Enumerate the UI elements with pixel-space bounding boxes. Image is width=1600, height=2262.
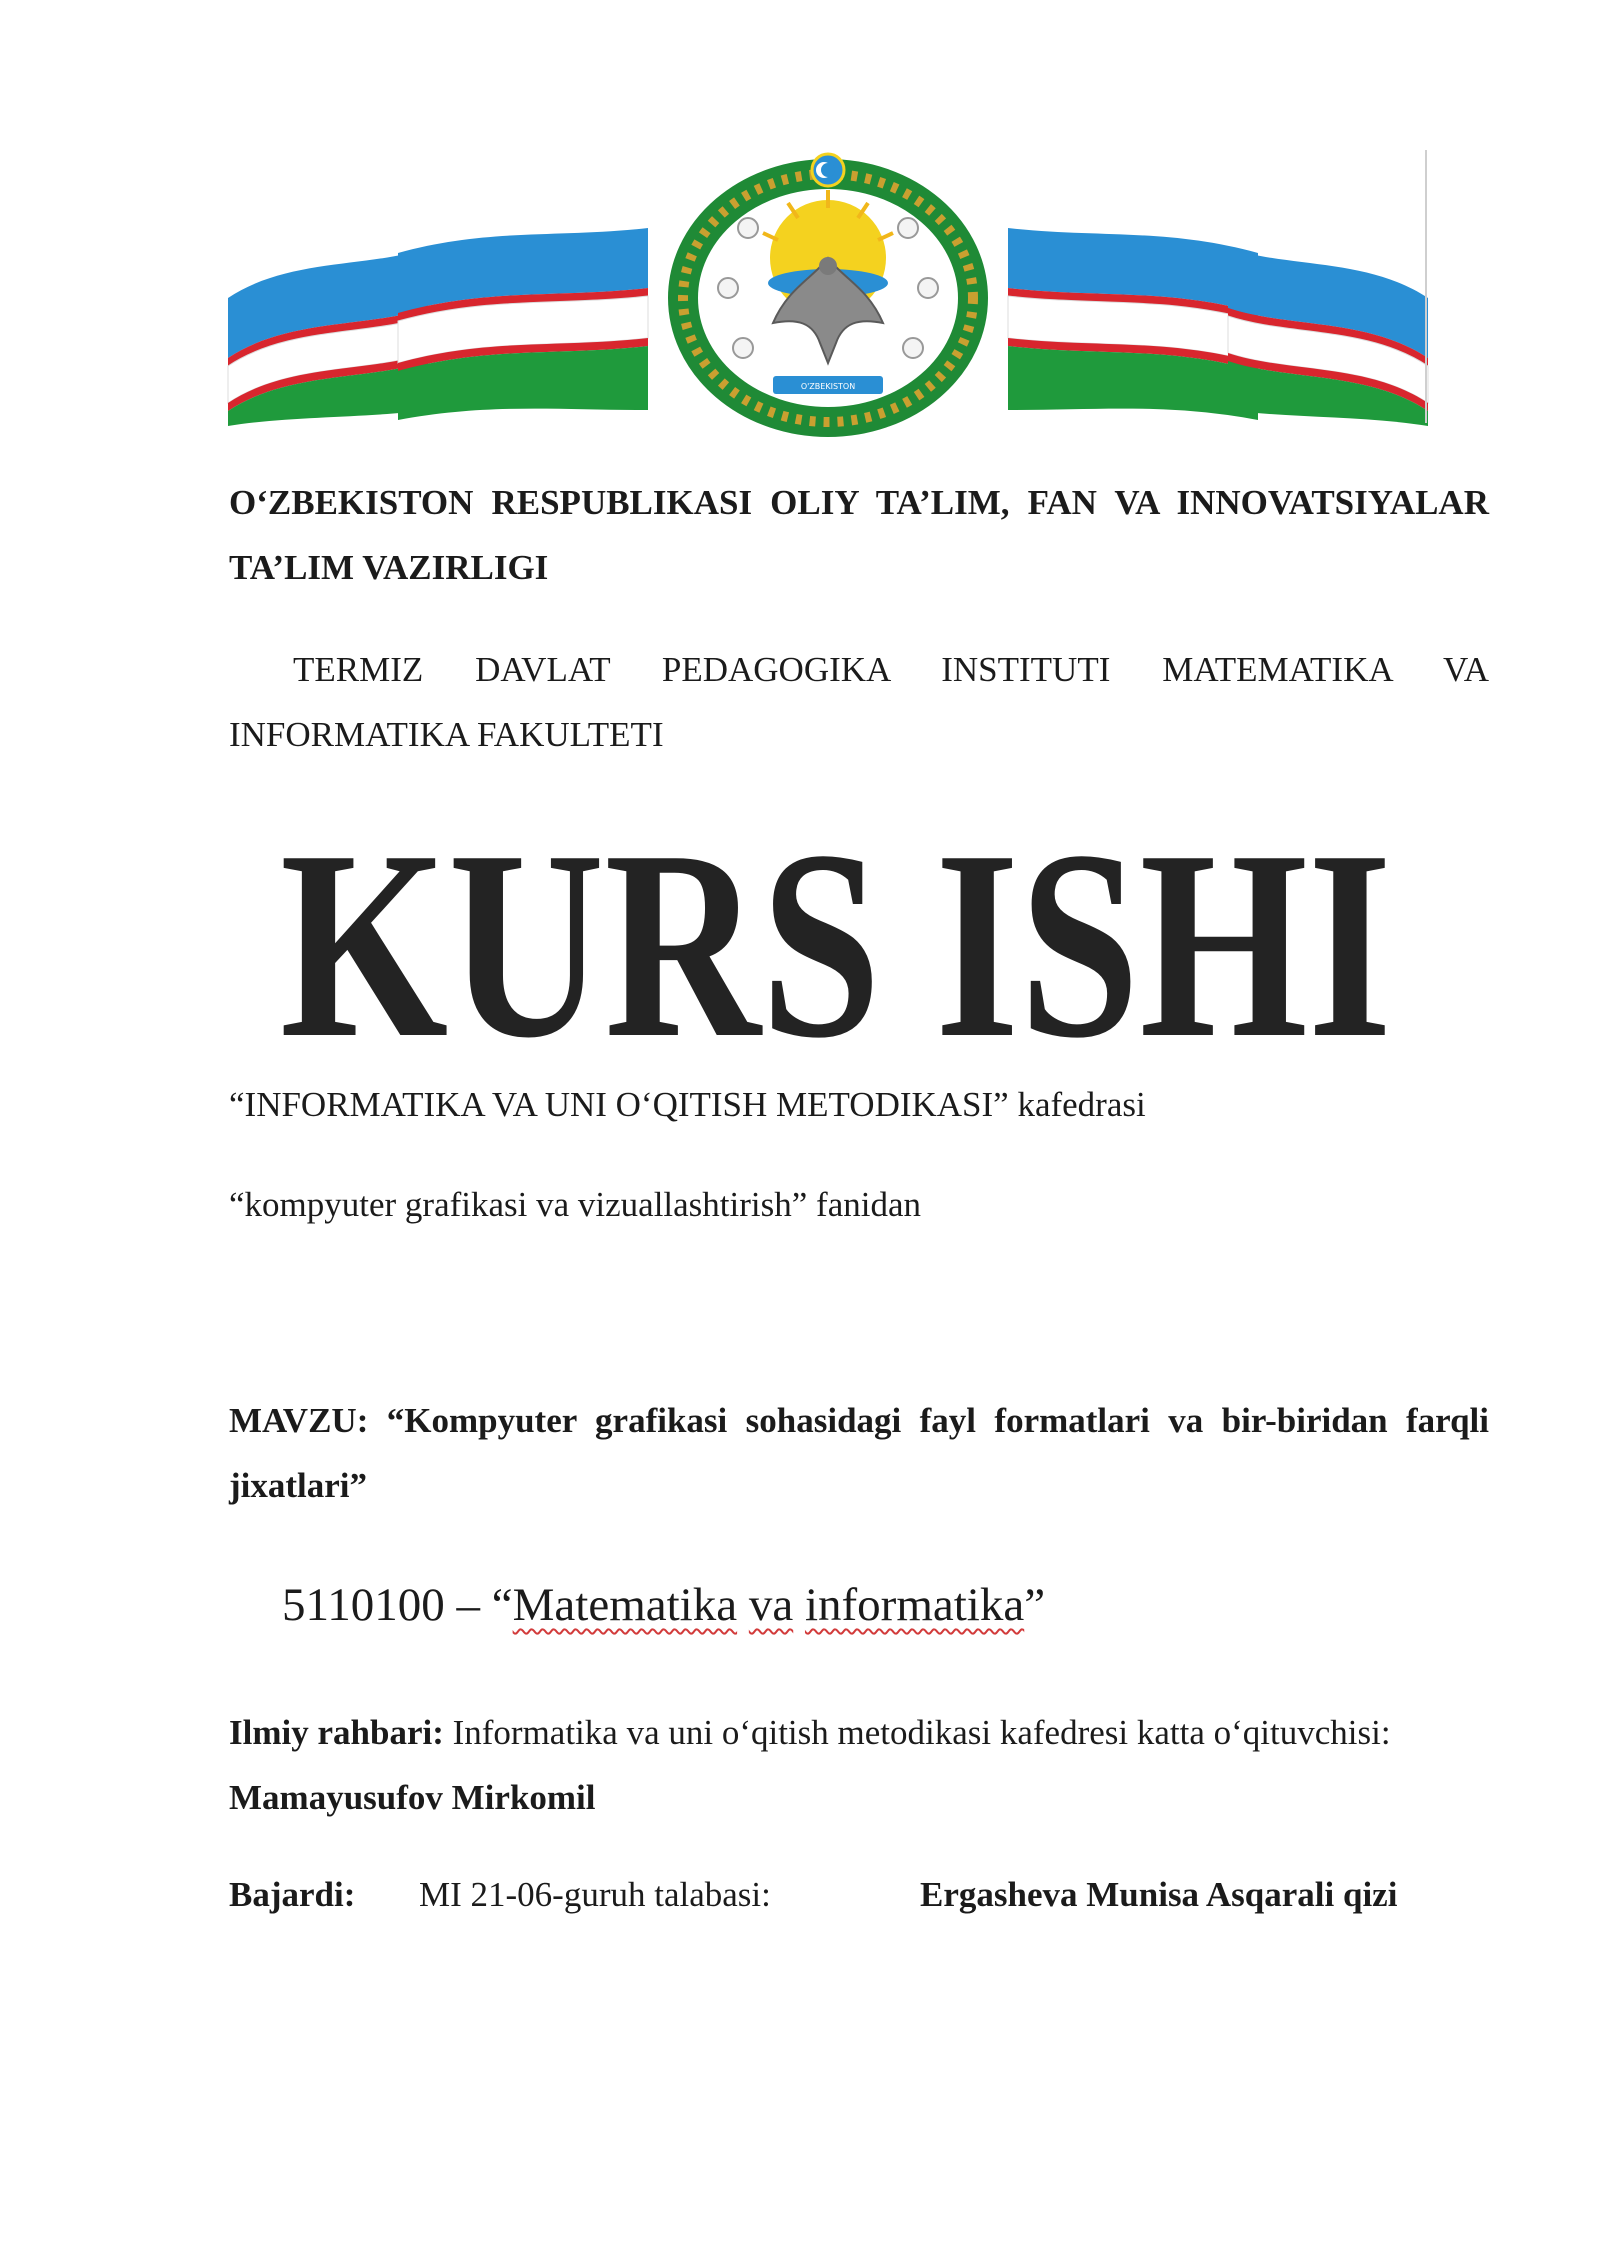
- ministry-name: O‘ZBEKISTON RESPUBLIKASI OLIY TA’LIM, FAN VA INNOVATSIYALAR TA’LIM VAZIRLIGI: [229, 483, 1489, 587]
- programme-code: 5110100 – “: [282, 1579, 513, 1631]
- state-emblem-banner: [228, 148, 1428, 428]
- flag-ribbon-right: [1008, 150, 1428, 426]
- performer-group: MI 21-06-guruh talabasi:: [419, 1875, 771, 1914]
- programme-word-informatika: informatika: [804, 1579, 1025, 1631]
- programme-close-quote: ”: [1024, 1579, 1046, 1631]
- institute-name: TERMIZ DAVLAT PEDAGOGIKA INSTITUTI MATEMATIKA VA INFORMATIKA FAKULTETI: [229, 650, 1489, 754]
- supervisor-position: Informatika va uni o‘qitish metodikasi kafedresi katta o‘qituvchisi:: [452, 1713, 1391, 1752]
- title-text: KURS ISHI: [280, 795, 1392, 1094]
- supervisor-paragraph: [229, 1700, 1489, 1830]
- document-title: [280, 795, 1400, 1094]
- performer-label: Bajardi:: [229, 1875, 356, 1914]
- flag-ribbon-left: [228, 228, 648, 426]
- flag-ribbon-image: [228, 148, 1428, 428]
- topic-paragraph: [229, 1388, 1489, 1518]
- performer-row: [229, 1865, 1489, 1925]
- topic-label: MAVZU:: [229, 1401, 369, 1440]
- supervisor-label: Ilmiy rahbari:: [229, 1713, 444, 1752]
- performer-name: Ergasheva Munisa Asqarali qizi: [920, 1875, 1398, 1914]
- programme-line: [282, 1570, 1045, 1640]
- topic-text: “Kompyuter grafikasi sohasidagi fayl formatlari va bir-biridan farqli jixatlari”: [229, 1401, 1489, 1505]
- supervisor-name: Mamayusufov Mirkomil: [229, 1778, 596, 1817]
- subject-line: “kompyuter grafikasi va vizuallashtirish” fanidan: [229, 1185, 921, 1224]
- state-emblem-icon: [678, 154, 978, 426]
- department-line: “INFORMATIKA VA UNI O‘QITISH METODIKASI” kafedrasi: [229, 1085, 1146, 1124]
- programme-word-va: va: [748, 1579, 794, 1631]
- programme-word-matematika: Matematika: [512, 1579, 738, 1631]
- emblem-lettering: O'ZBEKISTON: [800, 382, 856, 391]
